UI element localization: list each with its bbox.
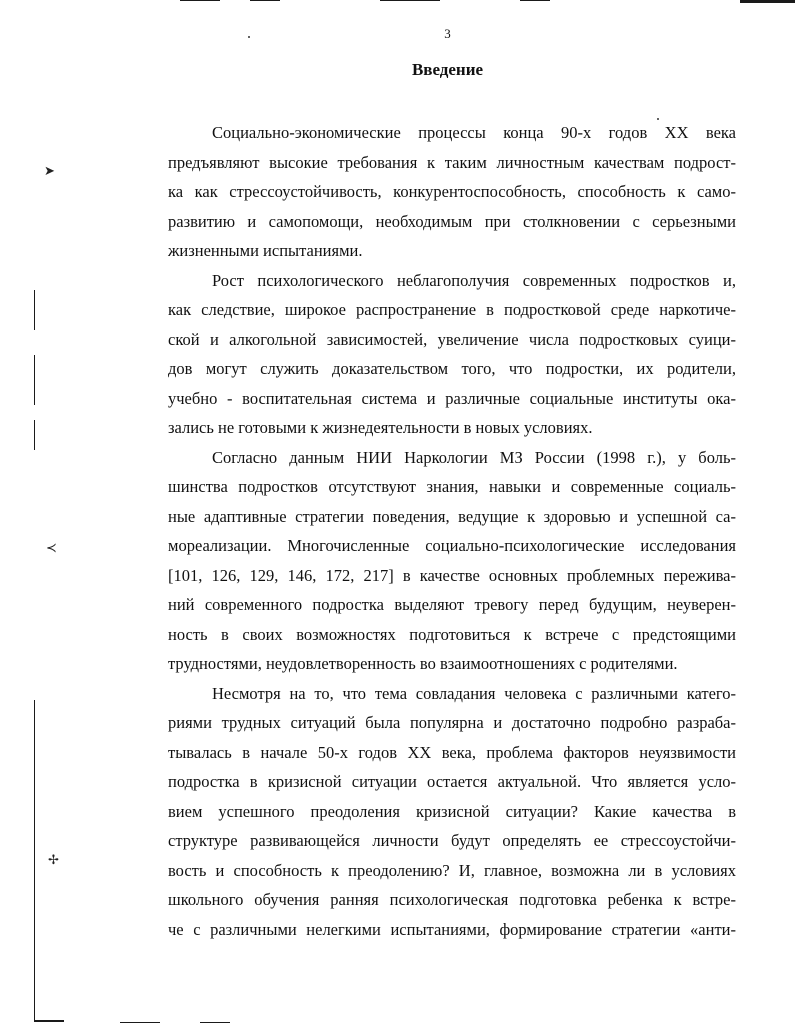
scan-artifact-bottom-2 [120,1022,160,1023]
text-line: ний современного подростка выделяют тревогу перед будущим, неуверен- [168,595,736,614]
text-line: шинства подростков отсутствуют знания, навыки и современные социаль- [168,477,736,496]
scan-artifact-top-1 [180,0,220,1]
text-line: мореализации. Многочисленные социально-психологические исследования [168,536,736,555]
text-line: ка как стрессоустойчивость, конкурентоспособность, способность к само- [168,182,736,201]
text-line: структуре развивающейся личности будут определять ее стрессоустойчи- [168,831,736,850]
scan-artifact-bottom-3 [200,1022,230,1023]
text-line: Согласно данным НИИ Наркологии МЗ России (1998 г.), у боль- [212,447,736,467]
margin-arrow-mark: ➤ [44,163,55,178]
margin-tick-mark: ≺ [46,540,57,555]
text-line: вием успешного преодоления кризисной ситуации? Какие качества в [168,801,736,821]
text-line: Рост психологического неблагополучия современных подростков и, [212,270,736,290]
text-line: Несмотря на то, что тема совладания человека с различными катего- [212,683,736,703]
text-line: развитию и самопомощи, необходимым при столкновении с серьезными [168,211,736,231]
scan-artifact-left-edge-3 [34,420,35,450]
page-title: Введение [411,60,484,79]
text-line: вость и способность к преодолению? И, главное, возможна ли в условиях [168,860,736,880]
scan-artifact-left-edge-4 [34,700,35,1020]
text-line: че с различными нелегкими испытаниями, формирование стратегии «анти- [168,919,736,939]
text-line: тывалась в начале 50-х годов XX века, проблема факторов неуязвимости [168,742,736,762]
text-line: Социально-экономические процессы конца 90-х годов XX века [212,123,736,142]
scan-artifact-top-2 [250,0,280,1]
body-text [168,118,736,944]
text-line: риями трудных ситуаций была популярна и достаточно подробно разраба- [168,713,736,732]
text-line: ской и алкогольной зависимостей, увеличение числа подростковых суици- [168,329,736,349]
scan-artifact-top-4 [520,0,550,1]
page-number: 3 [444,26,451,41]
text-line: жизненными испытаниями. [168,241,363,260]
scan-artifact-left-edge [34,290,35,330]
scan-artifact-top-5 [740,0,795,3]
text-line: ные адаптивные стратегии поведения, ведущие к здоровью и успешной са- [168,506,736,526]
margin-plus-mark: ✢ [48,852,59,867]
text-line: школьного обучения ранняя психологическая подготовка ребенка к встре- [168,890,736,909]
text-line: предъявляют высокие требования к таким личностным качествам подрост- [168,152,736,172]
text-line: ность в своих возможностях подготовиться к встрече с предстоящими [168,624,736,644]
text-line: как следствие, широкое распространение в подростковой среде наркотиче- [168,300,736,319]
scan-artifact-bottom [34,1020,64,1022]
scan-artifact-left-edge-2 [34,355,35,405]
text-line: трудностями, неудовлетворенность во взаимоотношениях с родителями. [168,654,678,673]
text-line: дов могут служить доказательством того, что подростки, их родители, [168,359,736,378]
text-line: [101, 126, 129, 146, 172, 217] в качестве основных проблемных пережива- [168,565,736,585]
text-line: зались не готовыми к жизнедеятельности в новых условиях. [168,418,593,437]
text-line: подростка в кризисной ситуации остается актуальной. Что является усло- [168,772,736,791]
text-line: учебно - воспитательная система и различные социальные институты ока- [168,388,736,408]
scan-artifact-top-3 [380,0,440,1]
